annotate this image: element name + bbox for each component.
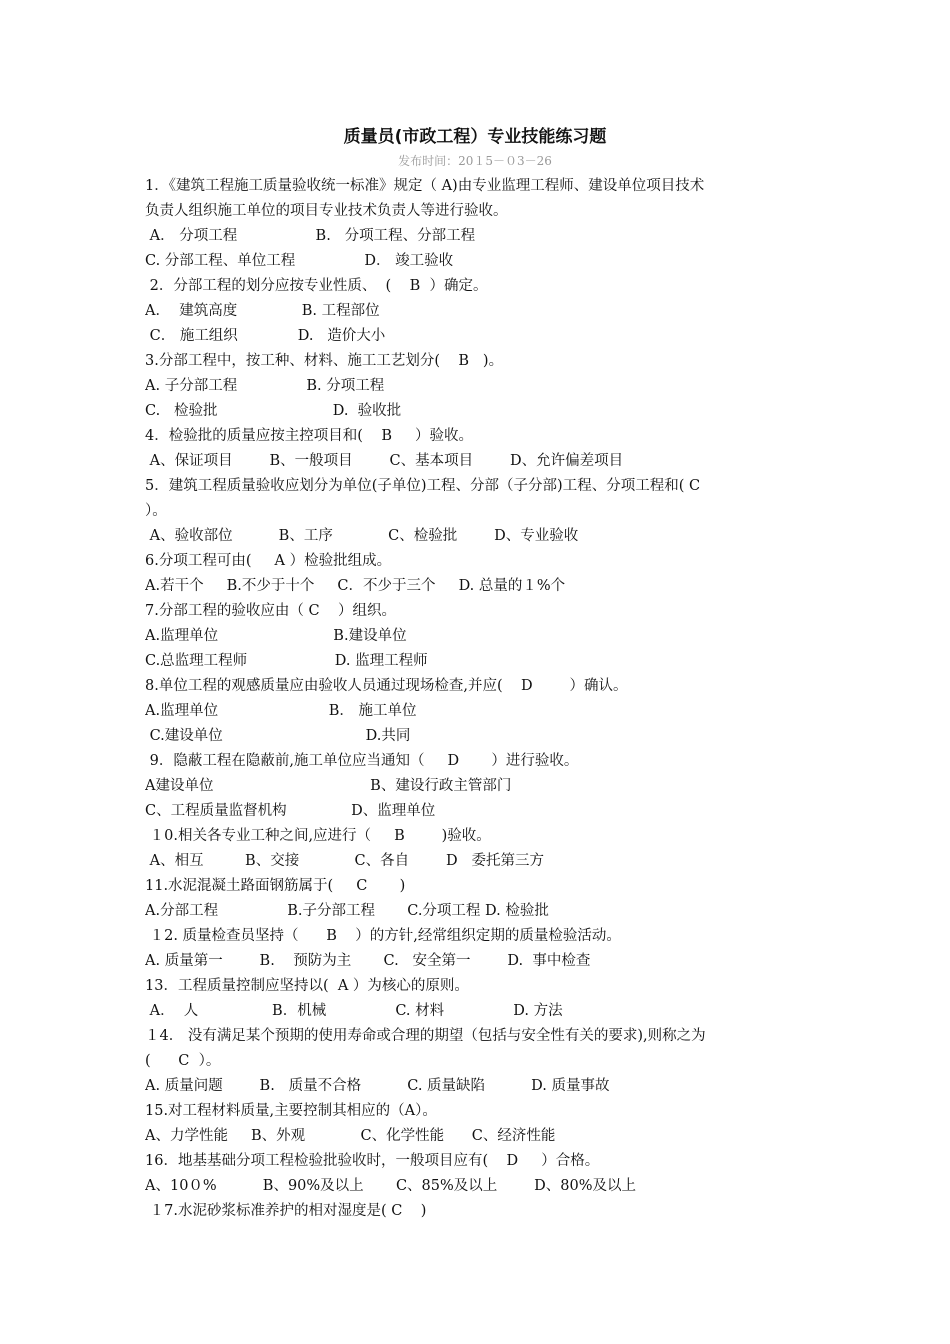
text-line: 6.分项工程可由( A ）检验批组成。 [145,553,392,569]
text-line: A.分部工程 B.子分部工程 C.分项工程 D. 检验批 [145,903,549,919]
text-line: 11.水泥混凝土路面钢筋属于( C ) [145,878,406,894]
document-title: 质量员(市政工程）专业技能练习题 [343,127,607,147]
text-line: ( C ）。 [145,1053,221,1069]
text-line: C.建设单位 D.共同 [145,728,411,744]
text-line: 1．《建筑工程施工质量验收统一标准》规定（ A)由专业监理工程师、建设单位项目技术 [145,178,705,194]
text-line: 15.对工程材料质量,主要控制其相应的（A）。 [145,1103,437,1119]
publish-date: 发布时间：20１5－０3－26 [398,154,552,168]
text-line: ）。 [145,503,167,519]
text-line: A. 质量问题 B. 质量不合格 C. 质量缺陷 D. 质量事故 [145,1078,610,1094]
text-line: A.监理单位 B.建设单位 [145,628,407,644]
text-line: 负责人组织施工单位的项目专业技术负责人等进行验收。 [145,203,508,219]
text-line: A建设单位 B、建设行政主管部门 [145,778,512,794]
text-line: A、相互 B、交接 C、各自 D 委托第三方 [145,853,544,869]
text-line: A、力学性能 B、外观 C、化学性能 C、经济性能 [145,1128,556,1144]
text-line: 5．建筑工程质量验收应划分为单位(子单位)工程、分部（子分部)工程、分项工程和( C [145,478,701,494]
text-line: C. 检验批 D. 验收批 [145,403,402,419]
text-line: 16．地基基础分项工程检验批验收时，一般项目应有( D ）合格。 [145,1153,600,1169]
text-line: 7.分部工程的验收应由（ C ）组织。 [145,603,396,619]
text-line: A． 分项工程 B. 分项工程、分部工程 [145,228,476,244]
text-line: A． 人 B．机械 C. 材料 D. 方法 [145,1003,563,1019]
text-line: A. 质量第一 B. 预防为主 C. 安全第一 D. 事中检查 [145,953,591,969]
text-line: A、保证项目 B、一般项目 C、基本项目 D、允许偏差项目 [145,453,624,469]
text-line: １7.水泥砂浆标准养护的相对湿度是( C ) [145,1203,427,1219]
text-line: A、10０% B、90%及以上 C、85%及以上 D、80%及以上 [145,1178,636,1194]
text-line: A． 建筑高度 B. 工程部位 [145,303,380,319]
text-line: １0.相关各专业工种之间,应进行（ B )验收。 [145,828,491,844]
text-line: C、工程质量监督机构 D、监理单位 [145,803,436,819]
text-line: C.总监理工程师 D. 监理工程师 [145,653,428,669]
text-line: 2．分部工程的划分应按专业性质、 ( B ）确定。 [145,278,488,294]
text-line: 13．工程质量控制应坚持以( A ）为核心的原则。 [145,978,469,994]
text-line: C. 分部工程、单位工程 D． 竣工验收 [145,253,454,269]
text-line: 3.分部工程中，按工种、材料、施工工艺划分( B )。 [145,353,504,369]
text-line: 4．检验批的质量应按主控项目和( B ）验收。 [145,428,474,444]
text-line: １2. 质量检查员坚持（ B ）的方针,经常组织定期的质量检验活动。 [145,928,621,944]
text-line: C． 施工组织 D. 造价大小 [145,328,386,344]
text-line: 9．隐蔽工程在隐蔽前,施工单位应当通知（ D ）进行验收。 [145,753,579,769]
text-line: １4． 没有满足某个预期的使用寿命或合理的期望（包括与安全性有关的要求),则称之为 [145,1028,706,1044]
text-line: A.监理单位 B． 施工单位 [145,703,417,719]
text-line: A. 子分部工程 B. 分项工程 [145,378,385,394]
question-list [145,174,805,1224]
text-line: A.若干个 B.不少于十个 C．不少于三个 D. 总量的１%个 [145,578,566,594]
text-line: 8.单位工程的观感质量应由验收人员通过现场检查,并应( D ）确认。 [145,678,628,694]
text-line: A、验收部位 B、工序 C、检验批 D、专业验收 [145,528,579,544]
